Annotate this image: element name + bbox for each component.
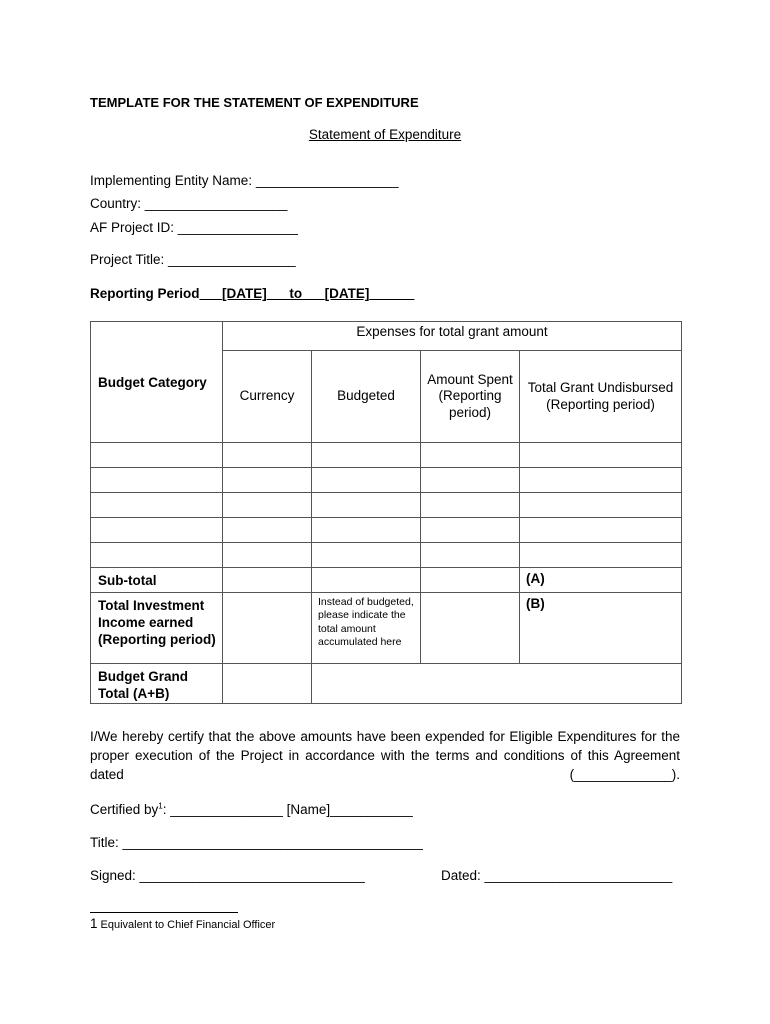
reporting-period-gap: ___ — [266, 286, 290, 301]
document-heading: TEMPLATE FOR THE STATEMENT OF EXPENDITURE — [90, 95, 419, 110]
investment-income-row — [91, 593, 682, 664]
reporting-period-field — [90, 286, 414, 302]
title-field: Title: ________________________________________ — [90, 835, 423, 850]
table-cell — [223, 664, 312, 704]
table-cell — [223, 518, 312, 543]
table-cell — [91, 543, 223, 568]
reporting-period-dates — [200, 286, 415, 301]
table-cell — [421, 493, 520, 518]
table-cell — [223, 543, 312, 568]
expenses-group-header: Expenses for total grant amount — [223, 322, 682, 351]
undisbursed-column-header: Total Grant Undisbursed (Reporting period) — [520, 351, 682, 443]
budgeted-column-header: Budgeted — [312, 351, 421, 443]
investment-income-label: Total Investment Income earned (Reporting period) — [91, 593, 223, 664]
budget-category-header: Budget Category — [91, 322, 223, 443]
table-cell — [421, 468, 520, 493]
grand-total-label: Budget Grand Total (A+B) — [91, 664, 223, 704]
table-cell — [312, 468, 421, 493]
certified-by-field — [90, 802, 413, 818]
subtotal-row — [91, 568, 682, 593]
table-cell — [223, 443, 312, 468]
reporting-period-gap: ___ — [302, 286, 325, 301]
grand-total-row — [91, 664, 682, 704]
table-cell — [312, 443, 421, 468]
footnote — [90, 916, 275, 931]
table-cell — [520, 543, 682, 568]
table-cell — [91, 493, 223, 518]
reporting-period-start-date: [DATE] — [222, 286, 267, 301]
table-row — [91, 493, 682, 518]
footnote-reference: 1 — [158, 801, 163, 811]
table-cell — [520, 493, 682, 518]
table-cell — [312, 518, 421, 543]
table-row — [91, 468, 682, 493]
amount-spent-column-header: Amount Spent (Reporting period) — [421, 351, 520, 443]
table-cell — [520, 468, 682, 493]
subtotal-mark: (A) — [520, 568, 682, 593]
table-cell — [223, 468, 312, 493]
certification-paragraph: I/We hereby certify that the above amounts have been expended for Eligible Expenditures for the proper execution of the Project in accordance with the terms and conditions of this Agreement dated (_____________). — [90, 729, 680, 782]
table-cell — [312, 568, 421, 593]
project-title-field: Project Title: _________________ — [90, 252, 296, 267]
reporting-period-gap: ___ — [199, 286, 223, 301]
reporting-period-gap: ______ — [369, 286, 415, 301]
table-cell — [520, 518, 682, 543]
document-subheading: Statement of Expenditure — [308, 127, 462, 142]
table-row — [91, 443, 682, 468]
table-cell — [223, 593, 312, 664]
table-cell — [421, 568, 520, 593]
certified-by-line: : _______________ [Name]___________ — [162, 802, 413, 817]
table-cell — [312, 664, 682, 704]
footnote-number: 1 — [90, 916, 98, 931]
table-row — [91, 518, 682, 543]
table-cell — [520, 443, 682, 468]
table-cell — [312, 493, 421, 518]
table-cell — [421, 543, 520, 568]
currency-column-header: Currency — [223, 351, 312, 443]
table-row — [91, 543, 682, 568]
table-cell — [91, 443, 223, 468]
expenditure-table — [90, 321, 682, 704]
footnote-divider — [90, 912, 238, 913]
entity-name-field: Implementing Entity Name: ___________________ — [90, 173, 399, 188]
investment-income-note: Instead of budgeted, please indicate the total amount accumulated here — [312, 593, 421, 664]
project-id-field: AF Project ID: ________________ — [90, 220, 298, 235]
footnote-text: Equivalent to Chief Financial Officer — [100, 919, 276, 931]
table-cell — [421, 443, 520, 468]
certified-by-label: Certified by — [90, 802, 159, 817]
table-cell — [91, 518, 223, 543]
reporting-period-to: to — [289, 286, 303, 301]
table-cell — [312, 543, 421, 568]
signed-field: Signed: ______________________________ — [90, 868, 365, 883]
table-cell — [421, 518, 520, 543]
reporting-period-end-date: [DATE] — [324, 286, 370, 301]
table-cell — [91, 468, 223, 493]
table-cell — [421, 593, 520, 664]
table-cell — [223, 493, 312, 518]
country-field: Country: ___________________ — [90, 196, 288, 211]
dated-field: Dated: _________________________ — [441, 868, 673, 883]
investment-income-mark: (B) — [520, 593, 682, 664]
table-cell — [223, 568, 312, 593]
reporting-period-label: Reporting Period — [90, 286, 200, 301]
subtotal-label: Sub-total — [91, 568, 223, 593]
